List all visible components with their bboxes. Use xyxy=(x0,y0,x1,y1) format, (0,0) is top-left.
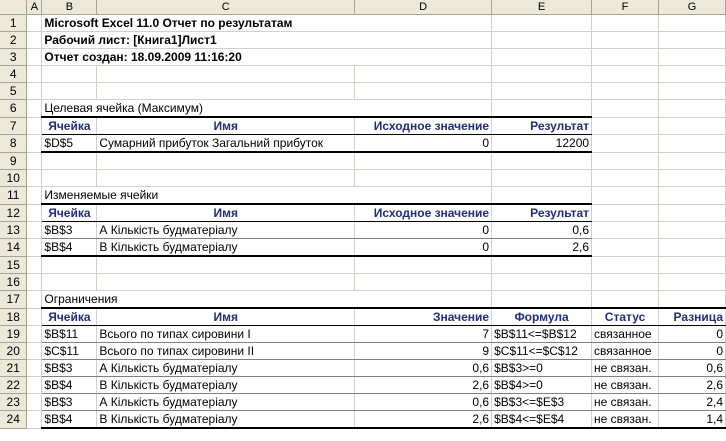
cell[interactable] xyxy=(97,274,355,291)
cell-status[interactable]: не связан. xyxy=(592,377,659,394)
cell-name[interactable]: В Кількість будматеріалу xyxy=(97,377,355,394)
row-header[interactable]: 2 xyxy=(0,32,27,49)
cell[interactable] xyxy=(659,152,726,170)
cell-value[interactable]: 7 xyxy=(355,326,492,343)
cell[interactable] xyxy=(27,135,42,153)
cell[interactable] xyxy=(659,204,726,222)
row-header[interactable]: 7 xyxy=(0,117,27,135)
report-title[interactable]: Microsoft Excel 11.0 Отчет по результатам xyxy=(42,15,492,32)
cell[interactable] xyxy=(659,291,726,309)
column-header-d[interactable]: D xyxy=(355,0,492,15)
sheet-row xyxy=(0,66,726,83)
cell-formula[interactable]: $B$3<=$E$3 xyxy=(492,394,592,411)
cell[interactable] xyxy=(27,326,42,343)
cell-diff[interactable]: 0 xyxy=(659,326,726,343)
cell[interactable] xyxy=(592,32,659,49)
cell-ref[interactable]: $C$11 xyxy=(42,343,97,360)
sheet-row xyxy=(0,15,726,32)
cell[interactable] xyxy=(592,187,659,205)
column-header-b[interactable]: B xyxy=(42,0,97,15)
cell[interactable] xyxy=(355,274,492,291)
cell[interactable] xyxy=(659,66,726,83)
cell[interactable] xyxy=(659,32,726,49)
cell[interactable] xyxy=(97,83,355,100)
cell[interactable] xyxy=(27,239,42,257)
row-header[interactable]: 8 xyxy=(0,135,27,153)
cell-name[interactable]: В Кількість будматеріалу xyxy=(97,239,355,257)
sheet-row xyxy=(0,204,726,222)
header-initial[interactable]: Исходное значение xyxy=(355,204,492,222)
cell-name[interactable]: А Кількість будматеріалу xyxy=(97,222,355,239)
cell[interactable] xyxy=(492,274,592,291)
cell[interactable] xyxy=(592,256,659,274)
sheet-row xyxy=(0,187,726,205)
cell-diff[interactable]: 1,4 xyxy=(659,411,726,429)
cell-initial[interactable]: 0 xyxy=(355,239,492,257)
cell[interactable] xyxy=(492,291,592,309)
cell[interactable] xyxy=(27,187,42,205)
cell[interactable] xyxy=(592,222,659,239)
cell[interactable] xyxy=(42,256,97,274)
cell-diff[interactable]: 0 xyxy=(659,343,726,360)
cell[interactable] xyxy=(27,411,42,429)
cell-result[interactable]: 2,6 xyxy=(492,239,592,257)
cell[interactable] xyxy=(492,170,592,187)
report-sheet[interactable]: Рабочий лист: [Книга1]Лист1 xyxy=(42,32,492,49)
changing-section-label[interactable]: Изменяемые ячейки xyxy=(42,187,492,205)
cell[interactable] xyxy=(592,49,659,66)
cell-diff[interactable]: 2,4 xyxy=(659,394,726,411)
cell[interactable] xyxy=(492,15,592,32)
cell[interactable] xyxy=(27,49,42,66)
row-header[interactable]: 17 xyxy=(0,291,27,309)
row-header[interactable]: 14 xyxy=(0,239,27,257)
cell[interactable] xyxy=(592,274,659,291)
column-header-e[interactable]: E xyxy=(492,0,592,15)
row-header[interactable]: 11 xyxy=(0,187,27,205)
header-cell-ref[interactable]: Ячейка xyxy=(42,117,97,135)
cell[interactable] xyxy=(492,256,592,274)
cell-value[interactable]: 0,6 xyxy=(355,394,492,411)
cell[interactable] xyxy=(355,83,492,100)
header-cell-ref[interactable]: Ячейка xyxy=(42,204,97,222)
cell[interactable] xyxy=(27,100,42,118)
cell-status[interactable]: не связан. xyxy=(592,360,659,377)
cell[interactable] xyxy=(492,32,592,49)
cell-formula[interactable]: $B$3>=0 xyxy=(492,360,592,377)
table-row xyxy=(0,239,726,257)
cell[interactable] xyxy=(27,15,42,32)
column-header-row xyxy=(0,0,726,15)
cell[interactable] xyxy=(355,256,492,274)
cell-ref[interactable]: $B$4 xyxy=(42,411,97,429)
cell[interactable] xyxy=(355,170,492,187)
cell[interactable] xyxy=(592,170,659,187)
cell[interactable] xyxy=(659,49,726,66)
cell-result[interactable]: 0,6 xyxy=(492,222,592,239)
cell[interactable] xyxy=(355,66,492,83)
row-header[interactable]: 15 xyxy=(0,256,27,274)
header-formula[interactable]: Формула xyxy=(492,308,592,326)
cell[interactable] xyxy=(659,83,726,100)
sheet-row xyxy=(0,274,726,291)
cell[interactable] xyxy=(592,117,659,135)
table-row xyxy=(0,135,726,153)
header-status[interactable]: Статус xyxy=(592,308,659,326)
cell[interactable] xyxy=(97,170,355,187)
sheet-row xyxy=(0,49,726,66)
cell[interactable] xyxy=(592,204,659,222)
cell-initial[interactable]: 0 xyxy=(355,222,492,239)
cell[interactable] xyxy=(659,187,726,205)
cell[interactable] xyxy=(492,152,592,170)
cell[interactable] xyxy=(27,394,42,411)
cell[interactable] xyxy=(659,222,726,239)
row-header[interactable]: 24 xyxy=(0,411,27,429)
row-header[interactable]: 20 xyxy=(0,343,27,360)
column-header-c[interactable]: C xyxy=(97,0,355,15)
table-row xyxy=(0,222,726,239)
select-all-corner[interactable] xyxy=(0,0,27,15)
cell-value[interactable]: 2,6 xyxy=(355,411,492,429)
cell-ref[interactable]: $B$3 xyxy=(42,394,97,411)
cell[interactable] xyxy=(97,256,355,274)
cell[interactable] xyxy=(492,187,592,205)
row-header[interactable]: 18 xyxy=(0,308,27,326)
header-name[interactable]: Имя xyxy=(97,204,355,222)
cell[interactable] xyxy=(592,291,659,309)
cell[interactable] xyxy=(27,360,42,377)
column-header-g[interactable]: G xyxy=(659,0,726,15)
column-header-a[interactable]: A xyxy=(27,0,42,15)
cell[interactable] xyxy=(659,100,726,118)
cell-ref[interactable]: $B$4 xyxy=(42,239,97,257)
sheet-row xyxy=(0,256,726,274)
table-row xyxy=(0,343,726,360)
cell[interactable] xyxy=(27,66,42,83)
cell[interactable] xyxy=(27,308,42,326)
cell-ref[interactable]: $D$5 xyxy=(42,135,97,153)
cell[interactable] xyxy=(492,66,592,83)
sheet-row xyxy=(0,83,726,100)
table-row xyxy=(0,394,726,411)
cell[interactable] xyxy=(492,100,592,118)
cell[interactable] xyxy=(42,170,97,187)
cell[interactable] xyxy=(97,152,355,170)
table-row xyxy=(0,326,726,343)
cell[interactable] xyxy=(27,222,42,239)
header-cell-ref[interactable]: Ячейка xyxy=(42,308,97,326)
cell[interactable] xyxy=(592,135,659,153)
row-header[interactable]: 9 xyxy=(0,152,27,170)
row-header[interactable]: 12 xyxy=(0,204,27,222)
report-created[interactable]: Отчет создан: 18.09.2009 11:16:20 xyxy=(42,49,492,66)
cell-ref[interactable]: $B$3 xyxy=(42,222,97,239)
target-section-label[interactable]: Целевая ячейка (Максимум) xyxy=(42,100,492,118)
cell-name[interactable]: Всього по типах сировини І xyxy=(97,326,355,343)
sheet-row xyxy=(0,308,726,326)
cell[interactable] xyxy=(592,66,659,83)
header-name[interactable]: Имя xyxy=(97,117,355,135)
cell[interactable] xyxy=(492,49,592,66)
sheet-row xyxy=(0,100,726,118)
cell-ref[interactable]: $B$3 xyxy=(42,360,97,377)
row-header[interactable]: 16 xyxy=(0,274,27,291)
cell-name[interactable]: Всього по типах сировини ІІ xyxy=(97,343,355,360)
cell-name[interactable]: В Кількість будматеріалу xyxy=(97,411,355,429)
cell[interactable] xyxy=(27,291,42,309)
cell[interactable] xyxy=(659,256,726,274)
sheet-row xyxy=(0,170,726,187)
cell-value[interactable]: 0,6 xyxy=(355,360,492,377)
cell[interactable] xyxy=(27,170,42,187)
table-row xyxy=(0,360,726,377)
constraints-section-label[interactable]: Ограничения xyxy=(42,291,492,309)
cell[interactable] xyxy=(659,135,726,153)
cell[interactable] xyxy=(659,117,726,135)
cell[interactable] xyxy=(659,239,726,257)
sheet-row xyxy=(0,32,726,49)
cell-formula[interactable]: $B$4<=$E$4 xyxy=(492,411,592,429)
cell[interactable] xyxy=(659,170,726,187)
cell[interactable] xyxy=(27,32,42,49)
column-header-f[interactable]: F xyxy=(592,0,659,15)
cell-ref[interactable]: $B$11 xyxy=(42,326,97,343)
cell[interactable] xyxy=(27,274,42,291)
sheet-row xyxy=(0,117,726,135)
cell[interactable] xyxy=(42,152,97,170)
cell-status[interactable]: не связан. xyxy=(592,394,659,411)
cell-name[interactable]: Сумарний прибуток Загальний прибуток xyxy=(97,135,355,153)
cell-status[interactable]: связанное xyxy=(592,326,659,343)
cell[interactable] xyxy=(592,15,659,32)
table-row xyxy=(0,411,726,429)
sheet-row xyxy=(0,152,726,170)
cell-status[interactable]: связанное xyxy=(592,343,659,360)
cell-formula[interactable]: $C$11<=$C$12 xyxy=(492,343,592,360)
row-header[interactable]: 23 xyxy=(0,394,27,411)
cell[interactable] xyxy=(592,152,659,170)
cell[interactable] xyxy=(42,274,97,291)
cell[interactable] xyxy=(492,83,592,100)
row-header[interactable]: 19 xyxy=(0,326,27,343)
table-row xyxy=(0,377,726,394)
header-diff[interactable]: Разница xyxy=(659,308,726,326)
cell-value[interactable]: 2,6 xyxy=(355,377,492,394)
cell[interactable] xyxy=(27,204,42,222)
cell-formula[interactable]: $B$4>=0 xyxy=(492,377,592,394)
row-header[interactable]: 4 xyxy=(0,66,27,83)
row-header[interactable]: 5 xyxy=(0,83,27,100)
cell[interactable] xyxy=(27,377,42,394)
cell-diff[interactable]: 0,6 xyxy=(659,360,726,377)
row-header[interactable]: 13 xyxy=(0,222,27,239)
cell[interactable] xyxy=(42,83,97,100)
cell[interactable] xyxy=(27,117,42,135)
cell-status[interactable]: не связан. xyxy=(592,411,659,429)
sheet-row xyxy=(0,291,726,309)
row-header[interactable]: 22 xyxy=(0,377,27,394)
cell[interactable] xyxy=(659,274,726,291)
row-header[interactable]: 1 xyxy=(0,15,27,32)
cell-result[interactable]: 12200 xyxy=(492,135,592,153)
cell[interactable] xyxy=(27,256,42,274)
cell[interactable] xyxy=(659,15,726,32)
cell-diff[interactable]: 2,6 xyxy=(659,377,726,394)
cell[interactable] xyxy=(27,83,42,100)
cell[interactable] xyxy=(355,152,492,170)
cell[interactable] xyxy=(97,66,355,83)
header-result[interactable]: Результат xyxy=(492,204,592,222)
row-header[interactable]: 3 xyxy=(0,49,27,66)
cell-name[interactable]: А Кількість будматеріалу xyxy=(97,360,355,377)
cell[interactable] xyxy=(42,66,97,83)
row-header[interactable]: 6 xyxy=(0,100,27,118)
header-name[interactable]: Имя xyxy=(97,308,355,326)
cell-ref[interactable]: $B$4 xyxy=(42,377,97,394)
cell-value[interactable]: 9 xyxy=(355,343,492,360)
cell[interactable] xyxy=(27,152,42,170)
cell[interactable] xyxy=(27,343,42,360)
cell-formula[interactable]: $B$11<=$B$12 xyxy=(492,326,592,343)
cell-name[interactable]: А Кількість будматеріалу xyxy=(97,394,355,411)
header-value[interactable]: Значение xyxy=(355,308,492,326)
cell[interactable] xyxy=(592,100,659,118)
cell-initial[interactable]: 0 xyxy=(355,135,492,153)
cell[interactable] xyxy=(592,83,659,100)
row-header[interactable]: 21 xyxy=(0,360,27,377)
row-header[interactable]: 10 xyxy=(0,170,27,187)
cell[interactable] xyxy=(592,239,659,257)
header-initial[interactable]: Исходное значение xyxy=(355,117,492,135)
header-result[interactable]: Результат xyxy=(492,117,592,135)
